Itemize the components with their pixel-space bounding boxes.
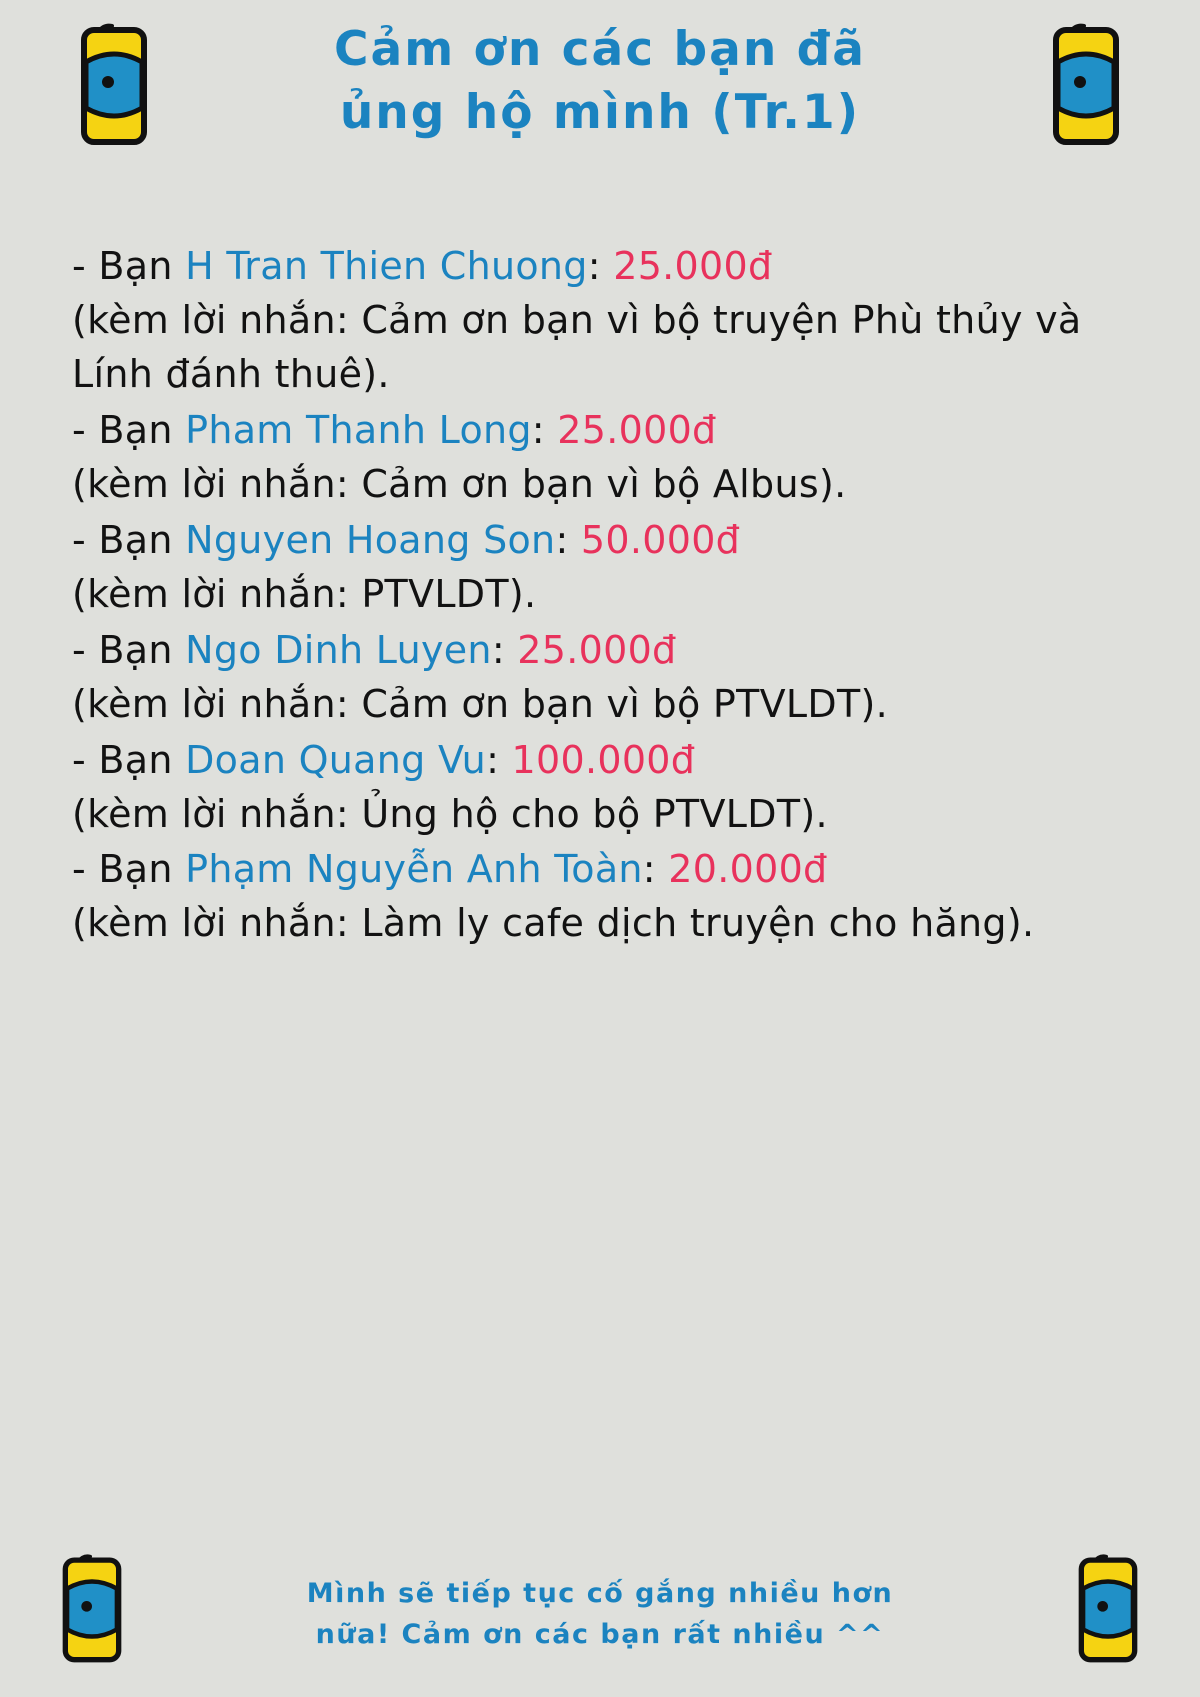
donation-note: (kèm lời nhắn: Cảm ơn bạn vì bộ PTVLDT). [72,681,888,726]
list-item [72,514,1130,622]
page-title-line-1: Cảm ơn các bạn đã [334,22,866,77]
donation-amount: 25.000đ [613,244,773,288]
donation-main-line [72,843,1130,897]
donation-main-line [72,514,1130,568]
list-item [72,734,1130,842]
donation-amount: 25.000đ [557,407,717,452]
donation-amount: 100.000đ [511,737,696,782]
list-item [72,843,1130,951]
donor-name: Pham Thanh Long [185,407,532,452]
donation-amount: 20.000đ [668,847,828,892]
donation-prefix: - Bạn [72,517,186,562]
footer-line-2: nữa! Cảm ơn các bạn rất nhiều ^^ [315,1618,885,1650]
donation-amount: 50.000đ [580,517,741,562]
donation-separator: : [587,244,614,288]
donation-note: (kèm lời nhắn: Ủng hộ cho bộ PTVLDT). [72,791,828,836]
donation-amount: 25.000đ [517,627,677,672]
donation-note: (kèm lời nhắn: Làm ly cafe dịch truyện cho hăng). [72,901,1035,946]
donation-prefix: - Bạn [72,847,186,892]
list-item [72,404,1130,512]
donor-name: H Tran Thien Chuong [185,244,588,288]
donor-name: Doan Quang Vu [185,737,487,782]
donation-prefix: - Bạn [72,737,186,782]
list-item [72,624,1130,732]
donation-note: (kèm lời nhắn: PTVLDT). [72,571,537,616]
donation-prefix: - Bạn [72,244,186,288]
donation-list [0,200,1200,951]
donation-main-line [72,624,1130,678]
page-title [334,18,866,145]
donation-separator: : [555,517,581,562]
donation-note: (kèm lời nhắn: Cảm ơn bạn vì bộ Albus). [72,461,847,506]
footer-line-1: Mình sẽ tiếp tục cố gắng nhiều hơn [306,1578,894,1609]
donation-separator: : [642,847,669,892]
page-footer [0,1574,1200,1655]
donation-prefix: - Bạn [72,407,186,452]
donation-main-line [72,734,1130,788]
page-header [0,0,1200,200]
donation-separator: : [491,627,518,672]
donation-separator: : [531,407,558,452]
donation-main-line [72,404,1130,458]
donation-main-line [72,240,1130,294]
page-title-line-2: ủng hộ mình (Tr.1) [339,85,861,141]
footer-message [190,1574,1010,1655]
donation-prefix: - Bạn [72,627,186,672]
donor-name: Ngo Dinh Luyen [185,627,492,672]
donor-name: Phạm Nguyễn Anh Toàn [185,847,643,892]
donor-name: Nguyen Hoang Son [185,517,556,562]
donation-note: (kèm lời nhắn: Cảm ơn bạn vì bộ truyện Phù thủy và Lính đánh thuê). [72,297,1082,396]
donation-separator: : [486,737,512,782]
list-item [72,240,1130,402]
